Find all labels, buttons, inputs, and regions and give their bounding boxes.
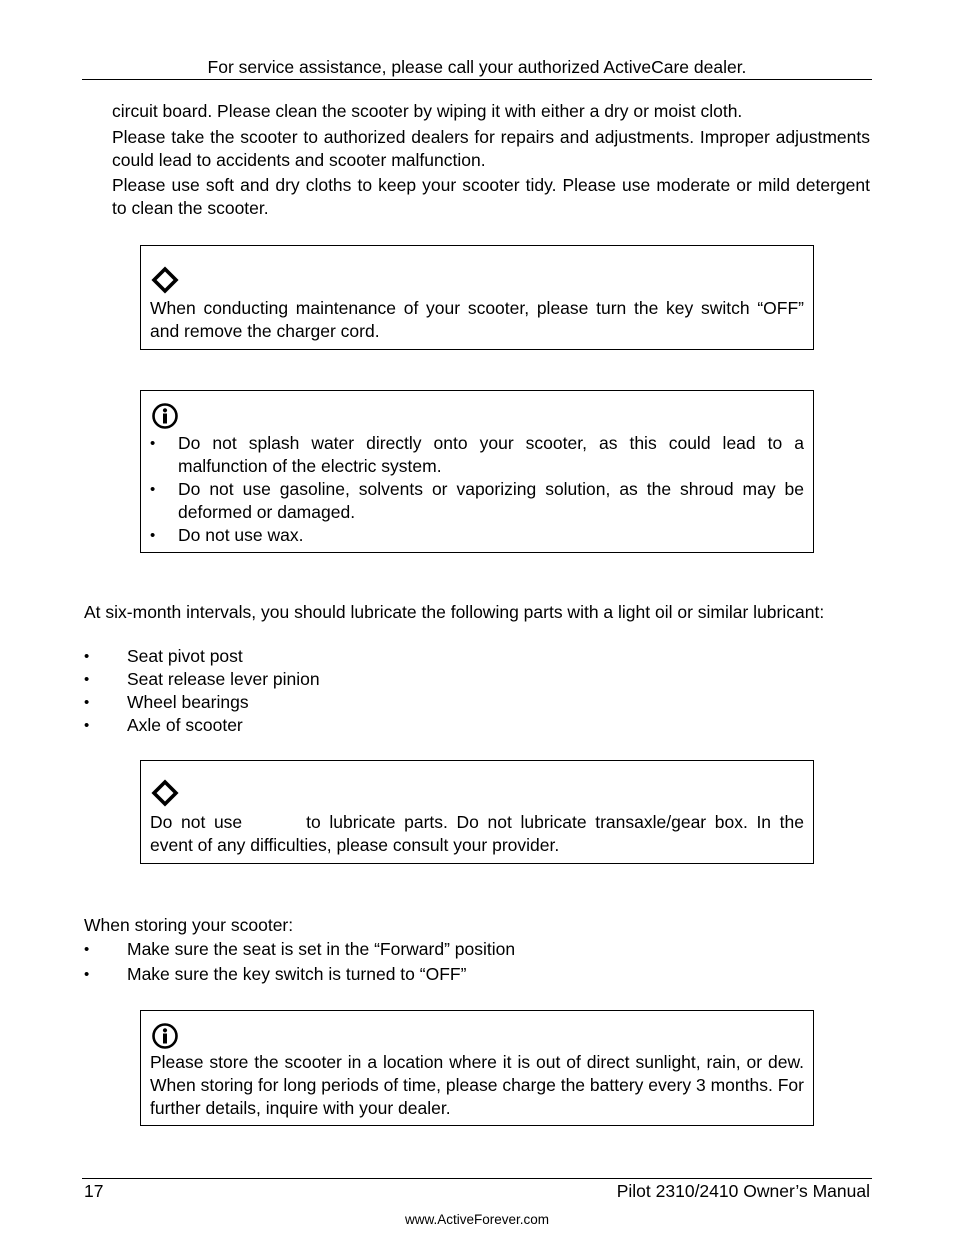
maintenance-warning-box bbox=[140, 245, 814, 350]
diamond-warning-icon bbox=[151, 779, 179, 807]
diamond-warning-icon bbox=[151, 266, 179, 294]
lubrication-warning-box bbox=[140, 760, 814, 864]
intro-paragraph-3: Please use soft and dry cloths to keep your scooter tidy. Please use moderate or mild detergent to clean the scooter. bbox=[112, 175, 870, 218]
lubrication-intro: At six-month intervals, you should lubricate the following parts with a light oil or similar lubricant: bbox=[84, 602, 825, 622]
header-rule bbox=[82, 79, 872, 80]
website-link[interactable]: www.ActiveForever.com bbox=[404, 1212, 550, 1227]
list-item: • Axle of scooter bbox=[84, 714, 870, 737]
storage-note-box bbox=[140, 1010, 814, 1126]
warning-text-part2: to lubricate parts. Do not lubricate transaxle/gear box. In the event of any difficulties, please consult your provider. bbox=[150, 812, 804, 855]
list-item: • Seat release lever pinion bbox=[84, 668, 870, 691]
storage-note-text: Please store the scooter in a location where it is out of direct sunlight, rain, or dew. When storing for long periods of time, please charge the battery every 3 months. For further details, inquire with your dealer. bbox=[150, 1052, 804, 1118]
intro-paragraph-2: Please take the scooter to authorized dealers for repairs and adjustments. Improper adjustments could lead to accidents and scooter malfunction. bbox=[112, 127, 870, 170]
list-item: • Make sure the key switch is turned to “OFF” bbox=[84, 963, 870, 986]
warning-text-part1: Do not use bbox=[150, 812, 243, 832]
manual-title: Pilot 2310/2410 Owner’s Manual bbox=[616, 1181, 870, 1201]
info-icon bbox=[151, 1022, 179, 1050]
cleaning-note-list bbox=[150, 432, 804, 547]
list-item: • Do not use wax. bbox=[150, 524, 804, 547]
lubrication-parts-list bbox=[84, 645, 870, 737]
info-icon bbox=[151, 402, 179, 430]
cleaning-note-box bbox=[140, 390, 814, 553]
list-item: • Seat pivot post bbox=[84, 645, 870, 668]
lubrication-warning-text bbox=[150, 811, 804, 857]
page-header: For service assistance, please call your authorized ActiveCare dealer. bbox=[207, 57, 747, 77]
storage-list bbox=[84, 938, 870, 986]
intro-paragraph-1: circuit board. Please clean the scooter by wiping it with either a dry or moist cloth. bbox=[112, 101, 743, 121]
list-item: • Make sure the seat is set in the “Forward” position bbox=[84, 938, 870, 961]
list-item: • Do not use gasoline, solvents or vaporizing solution, as the shroud may be deformed or damaged. bbox=[150, 478, 804, 524]
footer-rule bbox=[82, 1178, 872, 1179]
storage-intro: When storing your scooter: bbox=[84, 915, 294, 935]
maintenance-warning-text: When conducting maintenance of your scooter, please turn the key switch “OFF” and remove the charger cord. bbox=[150, 298, 804, 341]
page-number: 17 bbox=[84, 1181, 104, 1201]
list-item: • Wheel bearings bbox=[84, 691, 870, 714]
list-item: • Do not splash water directly onto your scooter, as this could lead to a malfunction of the electric system. bbox=[150, 432, 804, 478]
